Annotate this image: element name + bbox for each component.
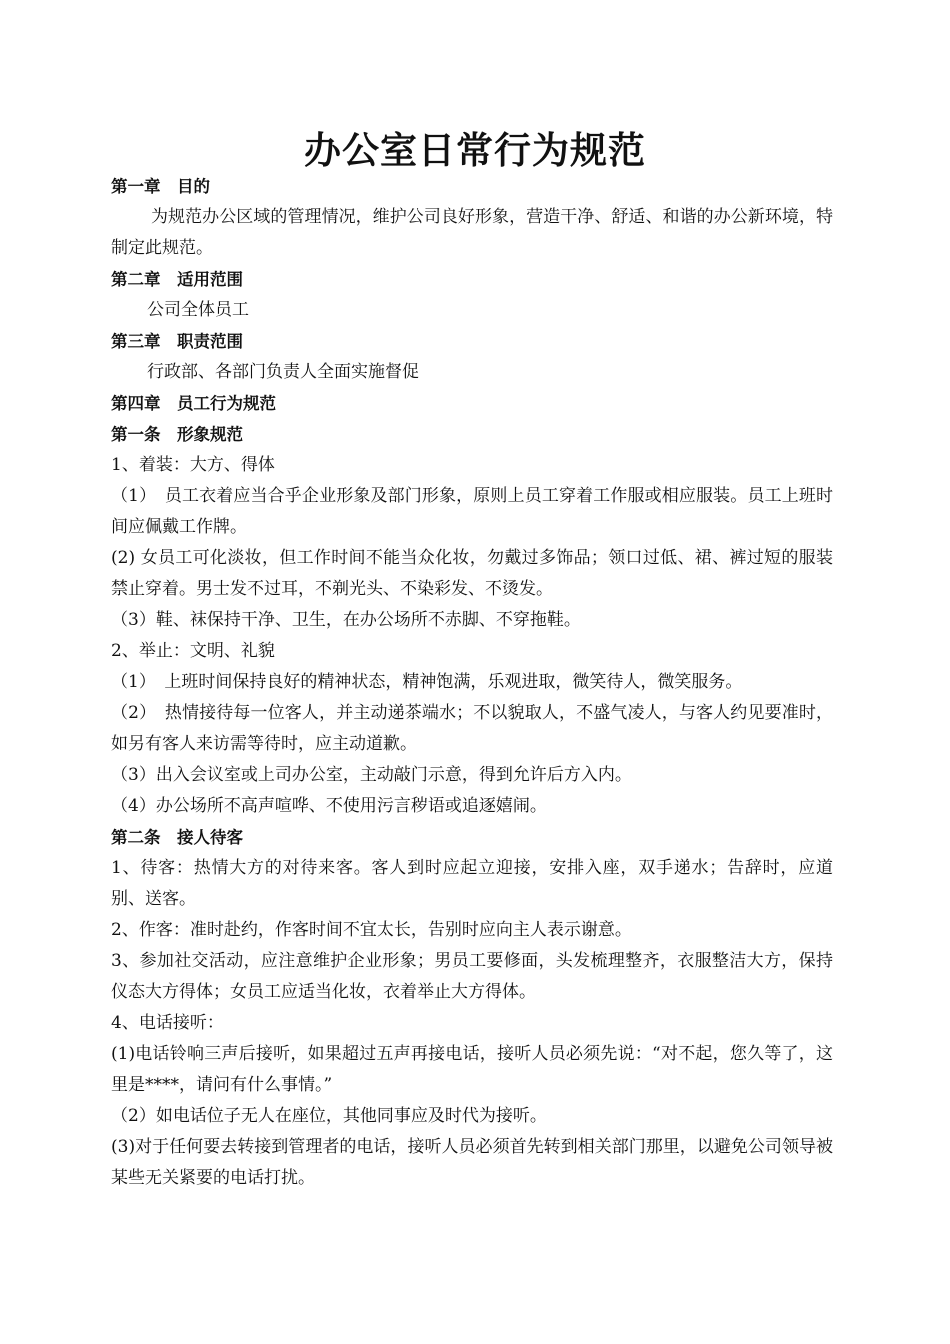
article-1-paragraph: 1、着装：大方、得体 [111, 455, 275, 475]
article-2-paragraph: 4、电话接听： [111, 1013, 224, 1033]
article-2-paragraph: 3、参加社交活动，应注意维护企业形象；男员工要修面，头发梳理整齐，衣服整洁大方，保持仪态大方得体；女员工应适当化妆，衣着举止大方得体。 [111, 951, 833, 1002]
chapter-4-heading: 第四章 员工行为规范 [111, 394, 276, 413]
article-2-heading: 第二条 接人待客 [111, 828, 243, 847]
article-1-paragraph: 2、举止：文明、礼貌 [111, 641, 275, 661]
chapter-3-body: 行政部、各部门负责人全面实施督促 [147, 362, 419, 382]
article-1-paragraph: (2) 女员工可化淡妆，但工作时间不能当众化妆，勿戴过多饰品；领口过低、裙、裤过短的服装禁止穿着。男士发不过耳，不剃光头、不染彩发、不烫发。 [111, 548, 833, 599]
chapter-2-body: 公司全体员工 [147, 300, 249, 320]
article-1-paragraph: （3）出入会议室或上司办公室，主动敲门示意，得到允许后方入内。 [111, 765, 632, 785]
article-2-paragraph: (1)电话铃响三声后接听，如果超过五声再接电话，接听人员必须先说：“对不起，您久等了，这里是****，请问有什么事情。” [111, 1044, 833, 1095]
article-1-paragraph: （1） 上班时间保持良好的精神状态，精神饱满，乐观进取，微笑待人，微笑服务。 [111, 672, 743, 692]
article-2-paragraph: (3)对于任何要去转接到管理者的电话，接听人员必须首先转到相关部门那里，以避免公司领导被某些无关紧要的电话打扰。 [111, 1137, 833, 1188]
article-1-paragraph: （3）鞋、袜保持干净、卫生，在办公场所不赤脚、不穿拖鞋。 [111, 610, 581, 630]
document-body [111, 171, 833, 1194]
chapter-2-heading: 第二章 适用范围 [111, 270, 243, 289]
article-1-paragraph: （4）办公场所不高声喧哗、不使用污言秽语或追逐嬉闹。 [111, 796, 547, 816]
chapter-1-body: 为规范办公区域的管理情况，维护公司良好形象，营造干净、舒适、和谐的办公新环境，特制定此规范。 [111, 207, 833, 258]
article-2-paragraph: （2）如电话位子无人在座位，其他同事应及时代为接听。 [111, 1106, 547, 1126]
document-title: 办公室日常行为规范 [304, 129, 646, 172]
article-2-paragraph: 2、作客：准时赴约，作客时间不宜太长，告别时应向主人表示谢意。 [111, 920, 632, 940]
article-1-paragraph: （1） 员工衣着应当合乎企业形象及部门形象，原则上员工穿着工作服或相应服装。员工上班时间应佩戴工作牌。 [111, 486, 833, 537]
article-2-paragraph: 1、待客：热情大方的对待来客。客人到时应起立迎接，安排入座，双手递水；告辞时，应道别、送客。 [111, 858, 833, 909]
article-1-paragraph: （2） 热情接待每一位客人，并主动递茶端水；不以貌取人，不盛气凌人，与客人约见要准时，如另有客人来访需等待时，应主动道歉。 [111, 703, 833, 754]
article-1-heading: 第一条 形象规范 [111, 425, 243, 444]
chapter-1-heading: 第一章 目的 [111, 177, 210, 196]
chapter-3-heading: 第三章 职责范围 [111, 332, 243, 351]
